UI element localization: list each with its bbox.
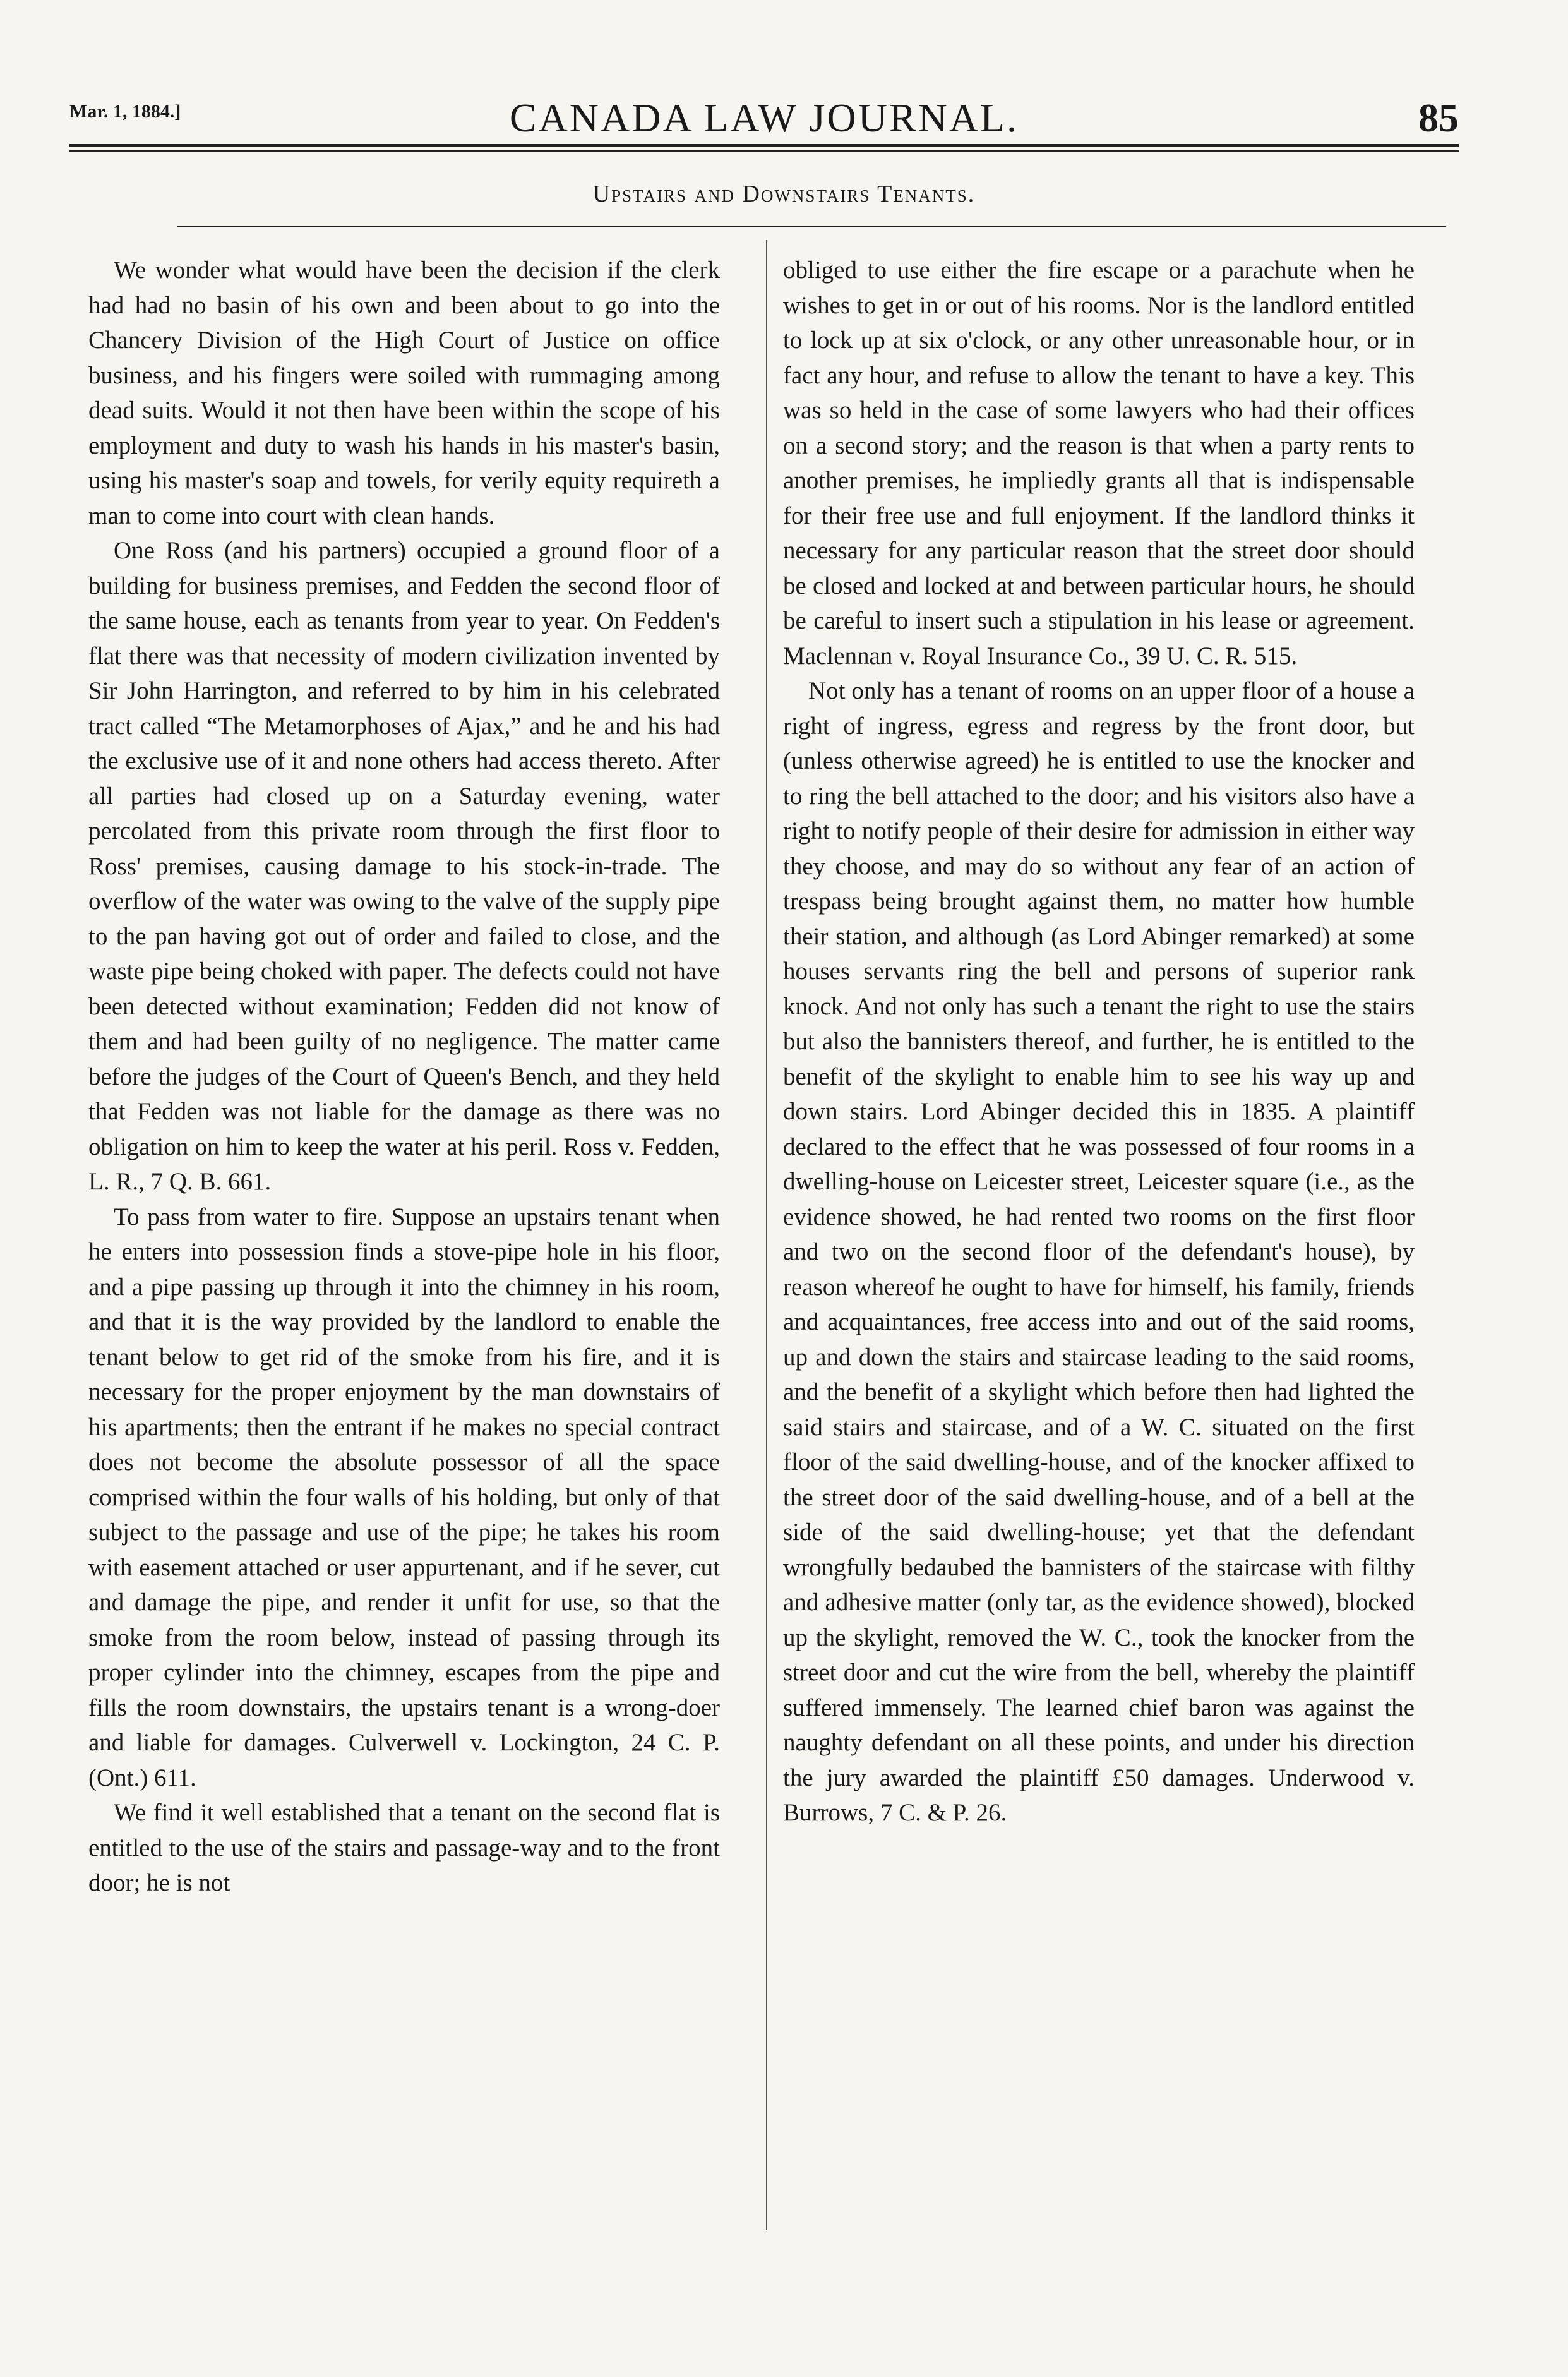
right-column [783, 253, 1415, 2242]
page-header [69, 95, 1459, 145]
column-divider [766, 240, 767, 2230]
page-number: 85 [1418, 95, 1459, 140]
paragraph: One Ross (and his partners) occupied a ground floor of a building for business premises, and Fedden the second floor of the same house, each as tenants from year to year. On Fedden's flat there was that necessity of modern civilization invented by Sir John Harrington, and referred to by him in his celebrated tract called “The Metamorphoses of Ajax,” and he and his had the exclusive use of it and none others had access thereto. After all parties had closed up on a Saturday evening, water percolated from this private room through the first floor to Ross' premises, causing damage to his stock-in-trade. The overflow of the water was owing to the valve of the supply pipe to the pan having got out of order and failed to close, and the waste pipe being choked with paper. The defects could not have been detected without examination; Fedden did not know of them and had been guilty of no negligence. The matter came before the judges of the Court of Queen's Bench, and they held that Fedden was not liable for the damage as there was no obligation on him to keep the water at his peril. Ross v. Fedden, L. R., 7 Q. B. 661. [88, 537, 720, 1195]
left-column [88, 253, 720, 2242]
paragraph: obliged to use either the fire escape or a parachute when he wishes to get in or out of his rooms. Nor is the landlord entitled to lock up at six o'clock, or any other unreasonable hour, or in fact any hour, and refuse to allow the tenant to have a key. This was so held in the case of some lawyers who had their offices on a second story; and the reason is that when a party rents to another premises, he impliedly grants all that is indispensable for their free use and full enjoyment. If the landlord thinks it necessary for any particular reason that the street door should be closed and locked at and between particular hours, he should be careful to insert such a stipulation in his lease or agreement. Maclennan v. Royal Insurance Co., 39 U. C. R. 515. [783, 256, 1415, 670]
issue-date: Mar. 1, 1884.] [69, 101, 181, 122]
paragraph: We wonder what would have been the decision if the clerk had had no basin of his own and been about to go into the Chancery Division of the High Court of Justice on office business, and his fingers were soiled with rummaging among dead suits. Would it not then have been within the scope of his employment and duty to wash his hands in his master's basin, using his master's soap and towels, for verily equity requireth a man to come into court with clean hands. [88, 256, 720, 529]
article-title: Upstairs and Downstairs Tenants. [592, 181, 976, 207]
paragraph: Not only has a tenant of rooms on an upper floor of a house a right of ingress, egress and regress by the front door, but (unless otherwise agreed) he is entitled to use the knocker and to ring the bell attached to the door; and his visitors also have a right to notify people of their desire for admission in either way they choose, and may do so without any fear of an action of trespass being brought against them, no matter how humble their station, and although (as Lord Abinger remarked) at some houses servants ring the bell and persons of superior rank knock. And not only has such a tenant the right to use the stairs but also the bannisters thereof, and further, he is entitled to the benefit of the skylight to enable him to see his way up and down stairs. Lord Abinger decided this in 1835. A plaintiff declared to the effect that he was possessed of four rooms in a dwelling-house on Leicester street, Leicester square (i.e., as the evidence showed, he had rented two rooms on the first floor and two on the second floor of the defendant's house), by reason whereof he ought to have for himself, his family, friends and acquaintances, free access into and out of the said rooms, up and down the stairs and staircase leading to the said rooms, and the benefit of a skylight which before then had lighted the said stairs and staircase, and of a W. C. situated on the first floor of the said dwelling-house, and of the knocker affixed to the street door of the said dwelling-house, and of a bell at the side of the said dwelling-house; yet that the defendant wrongfully bedaubed the bannisters of the staircase with filthy and adhesive matter (only tar, as the evidence showed), blocked up the skylight, removed the W. C., took the knocker from the street door and cut the wire from the bell, whereby the plaintiff suffered immensely. The learned chief baron was against the naughty defendant on all these points, and under his direction the jury awarded the plaintiff £50 damages. Underwood v. Burrows, 7 C. & P. 26. [783, 677, 1415, 1826]
journal-title: CANADA LAW JOURNAL. [509, 95, 1019, 140]
header-rule-thin [69, 150, 1459, 152]
header-rule-thick [69, 144, 1459, 147]
title-rule [177, 226, 1446, 227]
paragraph: To pass from water to fire. Suppose an upstairs tenant when he enters into possession finds a stove-pipe hole in his floor, and a pipe passing up through it into the chimney in his room, and that it is the way provided by the landlord to enable the tenant below to get rid of the smoke from his fire, and it is necessary for the proper enjoyment by the man downstairs of his apartments; then the entrant if he makes no special contract does not become the absolute possessor of all the space comprised within the four walls of his holding, but only of that subject to the passage and use of the pipe; he takes his room with easement attached or user appurtenant, and if he sever, cut and damage the pipe, and render it unfit for use, so that the smoke from the room below, instead of passing through its proper cylinder into the chimney, escapes from the pipe and fills the room downstairs, the upstairs tenant is a wrong-doer and liable for damages. Culverwell v. Lockington, 24 C. P. (Ont.) 611. [88, 1203, 720, 1791]
paragraph: We find it well established that a tenant on the second flat is entitled to the use of the stairs and passage-way and to the front door; he is not [88, 1799, 720, 1896]
